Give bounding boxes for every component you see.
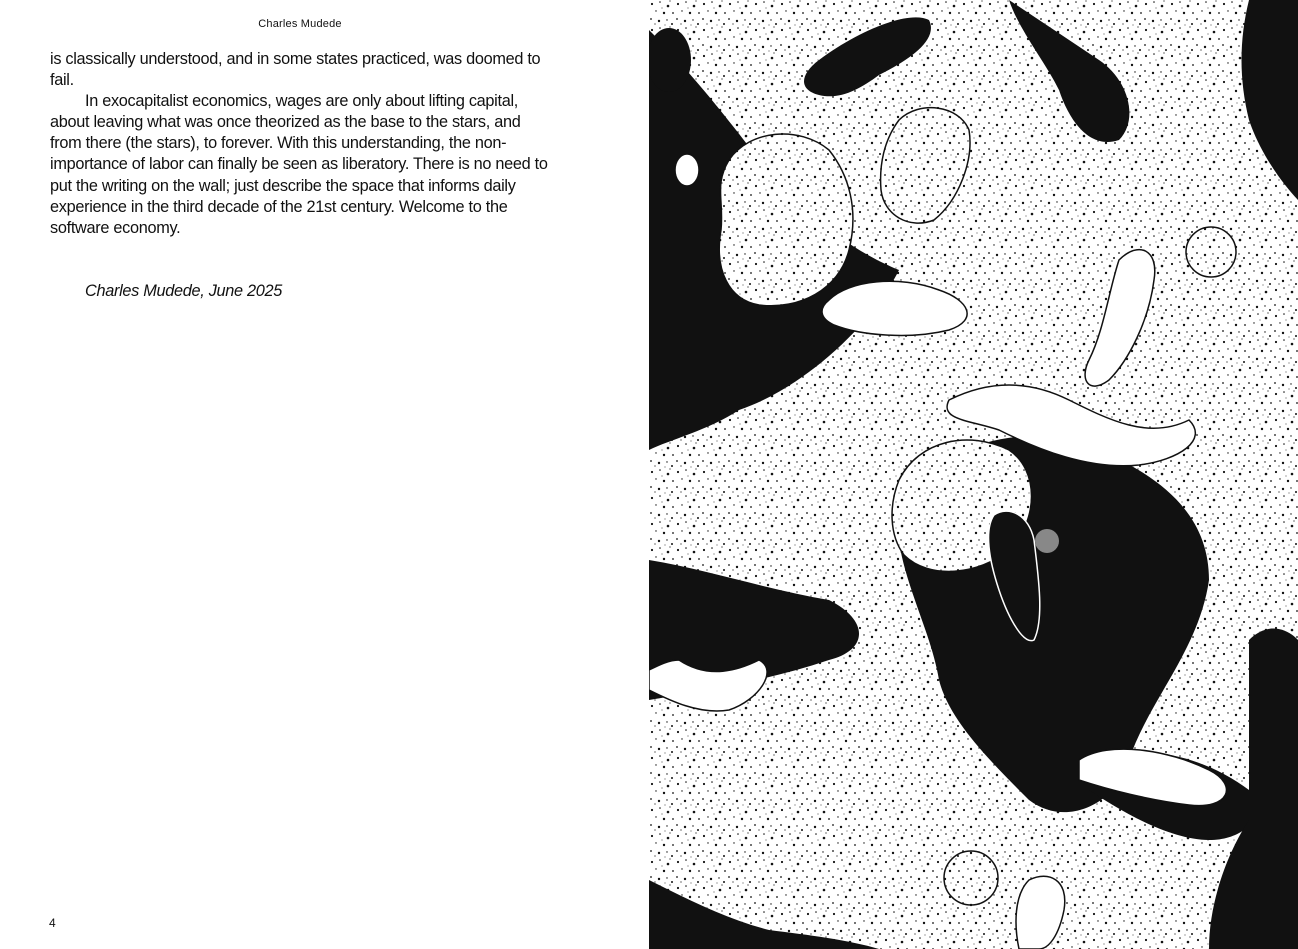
page-number: 4: [49, 916, 56, 930]
illustration-page: [649, 0, 1298, 949]
black-dot-top-left: [649, 28, 691, 92]
signature-line: Charles Mudede, June 2025: [85, 282, 283, 300]
abstract-blob-illustration: [649, 0, 1298, 949]
speckled-circle-right: [1186, 227, 1236, 277]
speckled-circle-bottom: [944, 851, 998, 905]
paragraph: In exocapitalist economics, wages are only about lifting capital, about leaving what was once theorized as the base to the stars, and from there (the stars), to forever. With this understanding, the non-importance of labor can finally be seen as liberatory. There is no need to put the writing on the wall; just describe the space that informs daily experience in the third decade of the 21st century. Welcome to the software economy.: [50, 92, 548, 237]
white-dot-left: [675, 154, 699, 186]
body-text: [50, 49, 550, 239]
running-head: Charles Mudede: [258, 18, 342, 30]
paragraph-continued: is classically understood, and in some states practiced, was doomed to fail.: [50, 50, 541, 90]
speckled-island-left: [719, 134, 853, 306]
grey-dot: [1035, 529, 1059, 553]
